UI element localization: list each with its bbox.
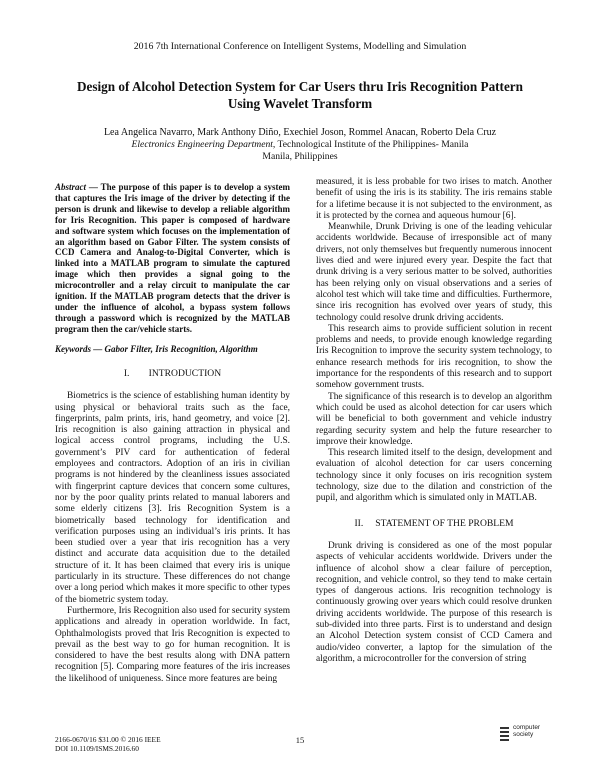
logo-line-1: computer (513, 724, 541, 731)
footer-isbn: 2166-0670/16 $31.00 © 2016 IEEE (55, 735, 161, 744)
paragraph: This research limited itself to the design, development and evaluation of alcohol detection for car users concerning technology since it only focuses on iris recognition system technology, size due to the dilation and constriction of the pupil, and algorithm which is simulated only in MATLAB. (316, 448, 552, 504)
section-number: I. (123, 367, 130, 379)
paragraph: Biometrics is the science of establishing human identity by using physical or behavioral traits such as the face, fingerprints, palm prints, iris, hand geometry, and voice [2]. Iris recognition is also gaining attraction in physical and logical access control programs, including the U.S. government’s PIV card for authentication of federal employees and contractors. Adoption of an iris in civilian programs is not hindered by the cleanliness issues associated with fingerprint capture devices that concern some cultures, nor by the poor quality prints related to manual laborers and some elderly citizens [3]. Iris Recognition System is a biometrically based technology for identification and verification purposes using an individual’s iris prints. It has been studied over a year that iris recognition has a very distinct and accurate data acquisition due to the detailed structure of it. It has been claimed that every iris is unique particularly in its structure. These differences do not change over a long period which makes it more specific to other types of the biometric system today. (55, 391, 290, 605)
abstract-text: The purpose of this paper is to develop a system that captures the Iris image of the driver by detecting if the person is drunk and likewise to develop a reliable algorithm for Iris Recognition. This paper is composed of hardware and software system which focuses on the implementation of an algorithm based on Gabor Filter. The system consists of CCD Camera and Analog-to-Digital Converter, which is linked into a MATLAB program to simulate the captured image which then provides a signal going to the microcontroller and a relay circuit to manipulate the car ignition. If the MATLAB program detects that the driver is under the influence of alcohol, a bypass system follows through a password which is recognized by the MATLAB program then the car/vehicle starts. (55, 182, 290, 334)
abstract (55, 182, 290, 335)
section-title: INTRODUCTION (148, 367, 222, 379)
title-line-1: Design of Alcohol Detection System for Car Users thru Iris Recognition Pattern (77, 79, 523, 94)
conference-header: 2016 7th International Conference on Intelligent Systems, Modelling and Simulation (133, 41, 467, 52)
logo-text (513, 725, 540, 738)
author-block (0, 127, 600, 163)
footer-doi: DOI 10.1109/ISMS.2016.60 (55, 744, 139, 754)
right-column (316, 177, 552, 665)
page-number: 15 (295, 735, 305, 745)
ieee-computer-society-logo-icon (500, 723, 511, 745)
institute: , Technological Institute of the Philippines- Manila (272, 139, 469, 150)
department: Electronics Engineering Department (131, 139, 273, 150)
author-list: Lea Angelica Navarro, Mark Anthony Diño, Exechiel Joson, Rommel Anacan, Roberto Dela Cruz (103, 127, 497, 138)
keywords: Keywords — Gabor Filter, Iris Recognition, Algorithm (55, 343, 258, 354)
paragraph: measured, it is less probable for two irises to match. Another benefit of using the iris is its stability. The iris remains stable for a lifetime because it is not subjected to the environment, as it is protected by the cornea and aqueous humour [6]. (316, 177, 552, 221)
section-title: STATEMENT OF THE PROBLEM (375, 517, 514, 529)
title-line-2: Using Wavelet Transform (227, 96, 373, 111)
paragraph: This research aims to provide sufficient solution in recent problems and needs, to provide enough knowledge regarding Iris Recognition to improve the security system technology, to enhance research methods for iris recognition, to show the importance for the respondents of this research and to support somehow government trusts. (316, 323, 552, 391)
paragraph: Furthermore, Iris Recognition also used for security system applications and already in operation worldwide. In fact, Ophthalmologists proved that Iris Recognition is expected to prevail as the best way to go for human recognition. It is considered to have the best results along with DNA pattern recognition [5]. Comparing more features of the iris increases the likelihood of uniqueness. Since more features are being (55, 605, 290, 684)
abstract-dash: — (86, 182, 101, 192)
paper-title (40, 78, 560, 112)
left-column (55, 182, 290, 685)
city: Manila, Philippines (262, 151, 338, 162)
paragraph: Meanwhile, Drunk Driving is one of the leading vehicular accidents worldwide. Because of irresponsible act of many drivers, not only themselves but frequently numerous innocent lives died and were injured every year. Despite the fact that drunk driving is a very serious matter to be solved, authorities has been relying only on visual observations and a series of alcohol test which will take time and difficulties. Furthermore, since iris recognition has evolved over years of study, this technology could resolve drunk driving accidents. (316, 222, 552, 323)
affiliation (0, 139, 600, 151)
abstract-label: Abstract (55, 182, 87, 192)
section-number: II. (354, 517, 364, 529)
section-heading-problem (316, 518, 552, 529)
paragraph: Drunk driving is considered as one of the most popular aspects of vehicular accidents worldwide. Drivers under the influence of alcohol show a clear failure of perception, recognition, and vehicle control, so they tend to make certain types of dangerous actions. Iris recognition technology is continuously growing over years which could resolve drunken driving accidents worldwide. The purpose of this research is sub-divided into three parts. First is to understand and design an Alcohol Detection system consist of CCD Camera and audio/video converter, a laptop for the simulation of the algorithm, a microcontroller for the conversion of string (316, 540, 552, 664)
paragraph: The significance of this research is to develop an algorithm which could be used as alcohol detection for car users which will be beneficial to both government and vehicle industry regarding security system and help the future researcher to improve their knowledge. (316, 391, 552, 447)
logo-line-2: society (513, 730, 534, 738)
section-heading-introduction (55, 368, 290, 379)
computer-society-logo (500, 723, 548, 751)
